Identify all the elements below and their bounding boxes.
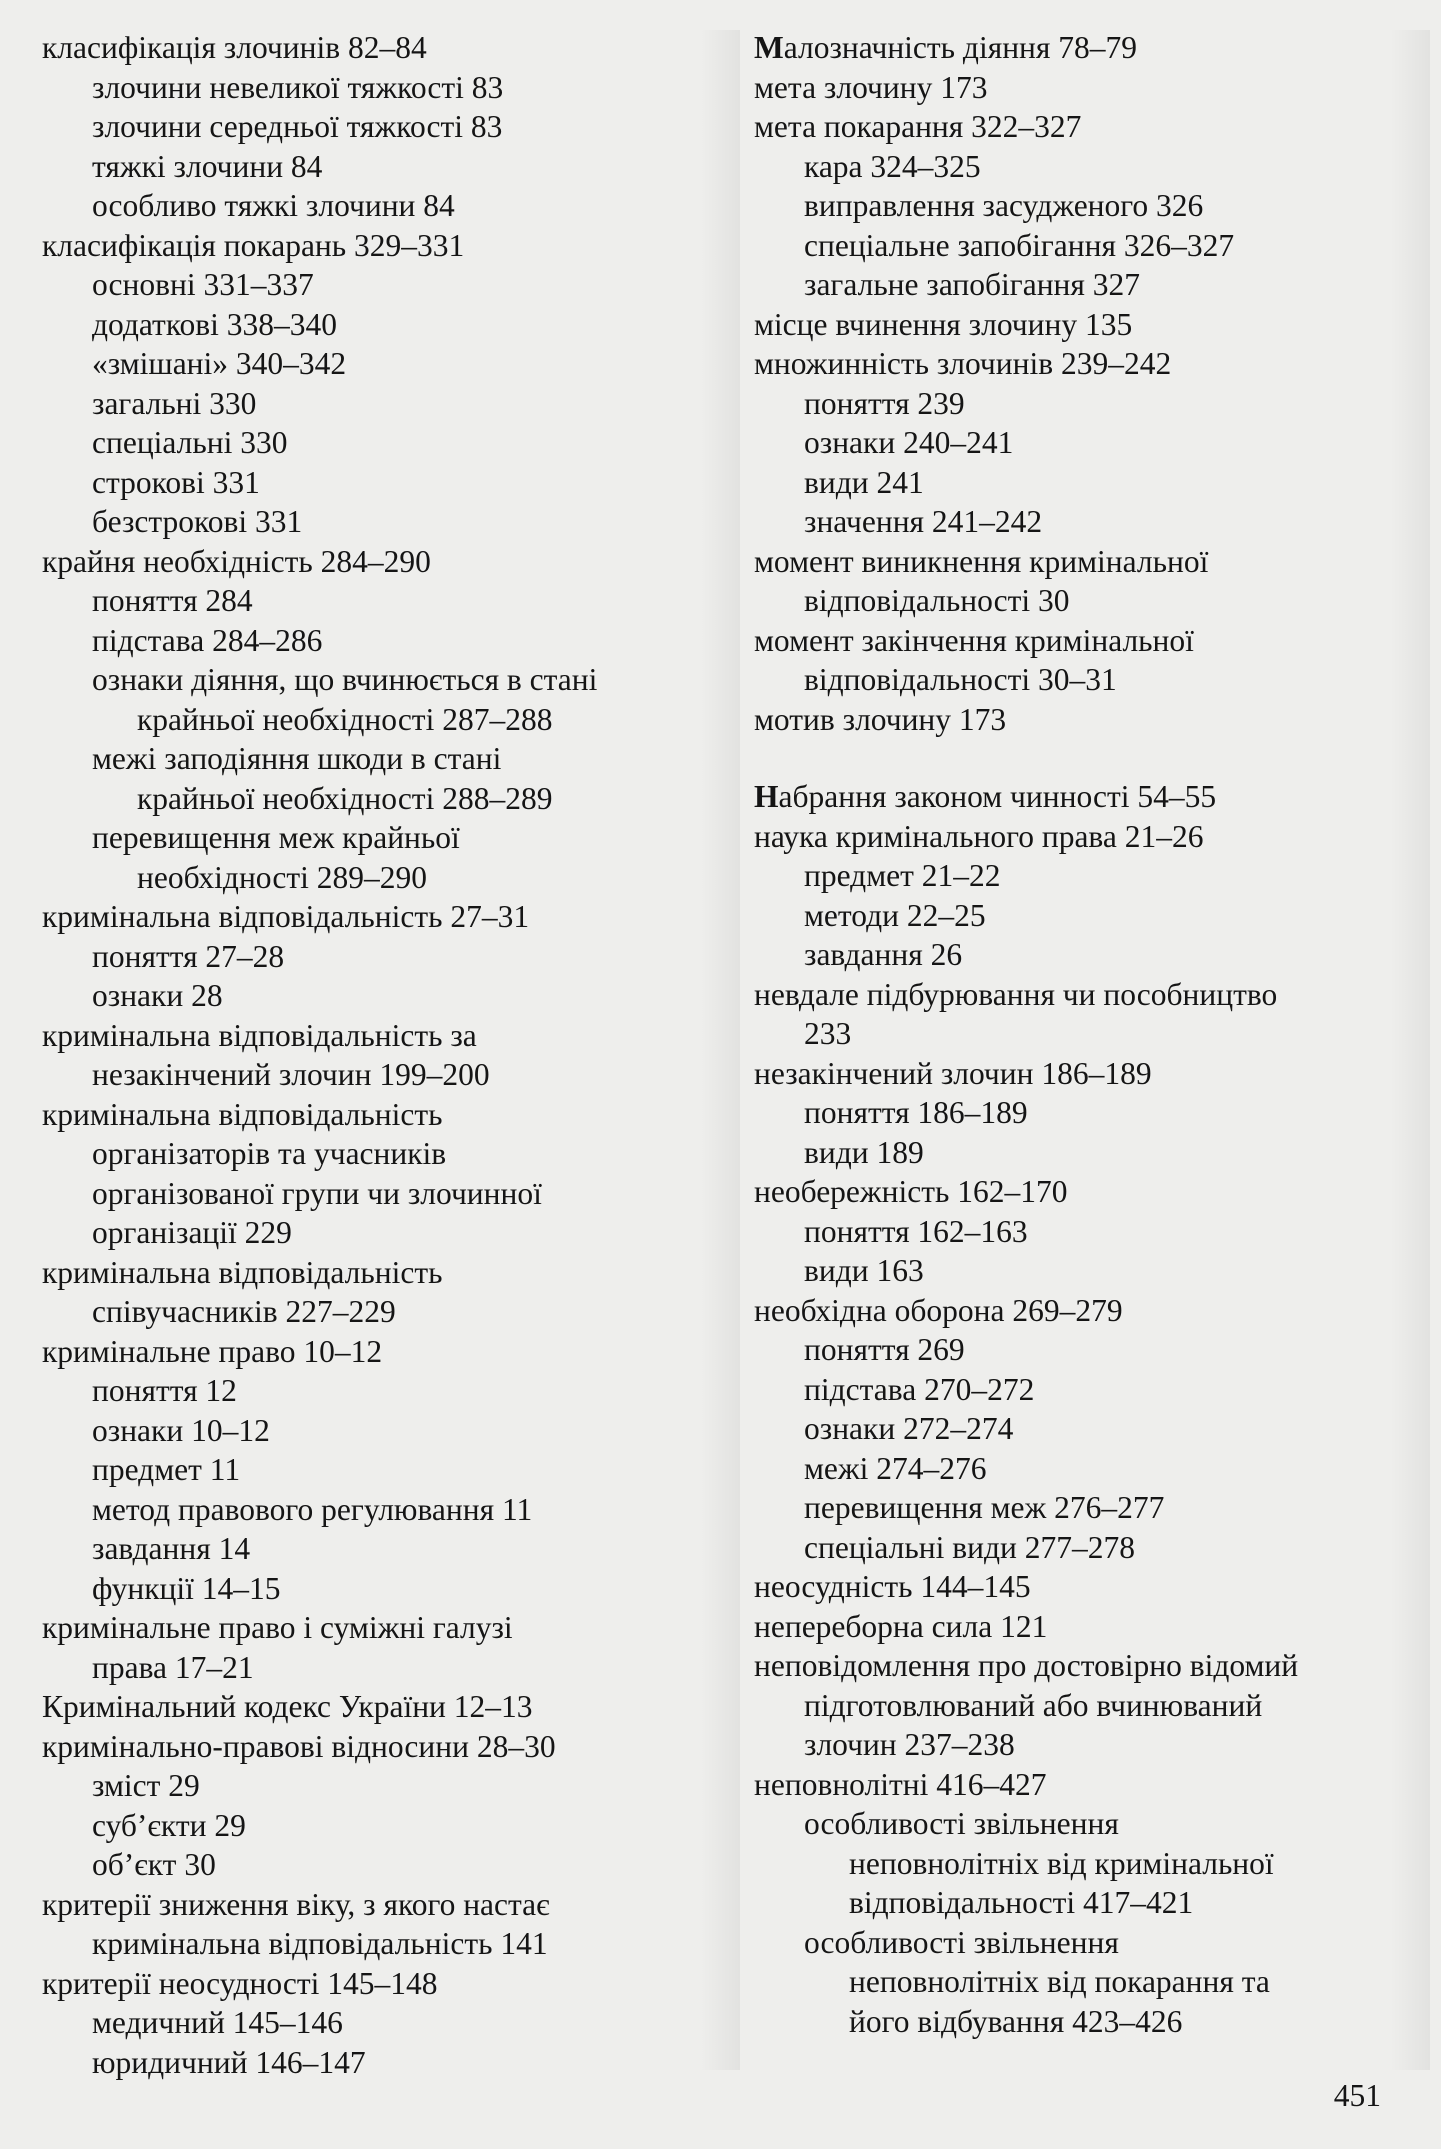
index-entry-line [754, 896, 1422, 936]
index-entry-line [42, 2003, 742, 2043]
index-entry-text: неповнолітніх від покарання та [849, 1964, 1270, 1999]
index-entry-text: предмет 11 [92, 1452, 241, 1487]
index-entry [42, 1885, 742, 1964]
index-entry [754, 1607, 1422, 1647]
index-entry-text: наука кримінального права 21–26 [754, 818, 1204, 854]
index-subentry [42, 1411, 742, 1451]
index-subentry [754, 463, 1422, 503]
section-initial-letter: М [754, 30, 784, 65]
index-entry-text: ознаки 240–241 [804, 425, 1014, 460]
index-entry-line [754, 2002, 1422, 2042]
index-entry-text: методи 22–25 [804, 897, 986, 933]
index-subentry [42, 186, 742, 226]
index-entry-text: межі заподіяння шкоди в стані [92, 741, 502, 776]
index-entry-line [42, 1608, 742, 1648]
index-entry-text: місце вчинення злочину 135 [754, 306, 1133, 342]
index-entry-line [754, 1844, 1422, 1884]
index-entry-text: мета злочину 173 [754, 69, 988, 105]
index-entry-line [42, 1885, 742, 1925]
index-subentry [42, 502, 742, 542]
index-column-right [754, 28, 1422, 2041]
index-entry-line [42, 1529, 742, 1569]
index-entry-text: мотив злочину 173 [754, 701, 1007, 737]
index-entry-text: момент виникнення кримінальної [754, 543, 1209, 579]
index-entry-text: кримінальне право і суміжні галузі [42, 1610, 513, 1645]
index-entry-line [754, 621, 1422, 661]
index-entry-line [42, 463, 742, 503]
index-entry-text: кримінальна відповідальність 27–31 [42, 899, 530, 934]
index-entry-text: перевищення меж крайньої [92, 820, 460, 855]
index-entry-line [42, 976, 742, 1016]
index-entry-text: відповідальності 30 [804, 583, 1070, 618]
index-subentry [42, 1529, 742, 1569]
index-entry-line [754, 700, 1422, 740]
index-entry-line [754, 1528, 1422, 1568]
index-entry-text: Кримінальний кодекс України 12–13 [42, 1689, 533, 1724]
section-initial-letter: Н [754, 779, 779, 814]
index-subentry [42, 305, 742, 345]
index-entry-text: ознаки 28 [92, 978, 223, 1013]
index-entry-line [754, 1370, 1422, 1410]
index-subentry [42, 621, 742, 661]
index-entry-text: основні 331–337 [92, 267, 314, 302]
index-entry-line [42, 937, 742, 977]
index-entry-line [754, 1133, 1422, 1173]
index-entry [754, 621, 1422, 700]
index-entry-line [42, 384, 742, 424]
index-entry-line [42, 1648, 742, 1688]
index-entry-line [754, 1883, 1422, 1923]
index-entry-line [42, 305, 742, 345]
index-entry [754, 107, 1422, 147]
index-entry [42, 542, 742, 582]
index-entry-text: момент закінчення кримінальної [754, 622, 1194, 658]
index-entry-line [754, 935, 1422, 975]
index-entry-text: поняття 284 [92, 583, 253, 618]
index-entry-line [42, 68, 742, 108]
index-entry-line [754, 1093, 1422, 1133]
index-entry-text: «змішані» 340–342 [92, 346, 347, 381]
index-subentry [42, 1450, 742, 1490]
index-entry-line [42, 660, 742, 700]
index-entry-line [754, 660, 1422, 700]
index-entry-line [42, 1174, 742, 1214]
index-entry-text: функції 14–15 [92, 1570, 281, 1606]
index-entry-line [42, 621, 742, 661]
index-entry [754, 777, 1422, 817]
index-subentry [754, 1528, 1422, 1568]
index-entry-text: особливо тяжкі злочини 84 [92, 188, 455, 223]
index-subentry [42, 2003, 742, 2043]
index-entry-line [42, 897, 742, 937]
index-entry-text: злочини середньої тяжкості 83 [92, 109, 503, 144]
index-entry-text: спеціальне запобігання 326–327 [804, 227, 1235, 263]
index-entry [42, 897, 742, 937]
index-entry-line [754, 1291, 1422, 1331]
index-entry-text: метод правового регулювання 11 [92, 1491, 533, 1527]
index-entry-text: загальне запобігання 327 [804, 267, 1141, 302]
index-entry-line [42, 1490, 742, 1530]
index-entry [754, 1765, 1422, 1805]
index-entry-line [42, 502, 742, 542]
index-entry-text: строкові 331 [92, 464, 260, 500]
index-entry-line [754, 463, 1422, 503]
index-entry [754, 817, 1422, 857]
index-entry-text: необхідна оборона 269–279 [754, 1292, 1123, 1328]
index-subentry [42, 1371, 742, 1411]
index-entry-text: кримінальна відповідальність 141 [92, 1926, 548, 1961]
index-subentry [754, 384, 1422, 424]
index-entry-text: крайня необхідність 284–290 [42, 543, 431, 579]
index-entry-line [42, 1332, 742, 1372]
index-entry-line [754, 817, 1422, 857]
index-entry [754, 305, 1422, 345]
index-entry-text: ознаки 10–12 [92, 1412, 270, 1448]
index-entry-text: безстрокові 331 [92, 504, 303, 539]
index-subentry [754, 1409, 1422, 1449]
index-entry-text: кримінальна відповідальність [42, 1096, 443, 1132]
index-entry-text: ознаки 272–274 [804, 1411, 1014, 1446]
index-subentry [42, 2043, 742, 2083]
index-entry-text: види 241 [804, 464, 924, 500]
index-entry-line [42, 186, 742, 226]
index-subentry [42, 660, 742, 739]
page-number: 451 [1333, 2078, 1381, 2113]
index-entry-text: класифікація покарань 329–331 [42, 227, 465, 263]
index-entry [754, 975, 1422, 1054]
index-entry-line [754, 1962, 1422, 2002]
index-entry-text: поняття 27–28 [92, 938, 285, 974]
index-entry-text: організаторів та учасників [92, 1136, 447, 1171]
index-entry-text: неповнолітніх від кримінальної [849, 1845, 1274, 1881]
index-subentry [42, 581, 742, 621]
index-entry-text: мета покарання 322–327 [754, 109, 1082, 144]
index-entry-text: алозначність діяння 78–79 [783, 30, 1138, 65]
index-subentry [754, 1133, 1422, 1173]
index-subentry [42, 1845, 742, 1885]
index-entry-line [754, 581, 1422, 621]
index-entry-text: 233 [804, 1016, 852, 1051]
index-entry-line [42, 858, 742, 898]
index-entry [42, 1095, 742, 1253]
index-entry-text: межі 274–276 [804, 1450, 987, 1486]
index-entry [754, 68, 1422, 108]
index-entry-line [42, 739, 742, 779]
index-entry-text: організованої групи чи злочинної [92, 1175, 542, 1211]
index-entry-text: крайньої необхідності 287–288 [137, 701, 553, 737]
index-entry [754, 344, 1422, 384]
index-entry-text: юридичний 146–147 [92, 2044, 366, 2080]
index-entry-line [42, 423, 742, 463]
index-entry-text: незакінчений злочин 186–189 [754, 1055, 1152, 1091]
index-entry-line [754, 384, 1422, 424]
index-subentry [42, 976, 742, 1016]
index-entry-line [42, 1687, 742, 1727]
index-entry [754, 1567, 1422, 1607]
index-entry-text: суб’єкти 29 [92, 1807, 246, 1843]
index-entry-line [754, 975, 1422, 1015]
index-column-left [42, 28, 742, 2082]
index-subentry [754, 186, 1422, 226]
index-subentry [42, 147, 742, 187]
index-entry-text: підстава 284–286 [92, 622, 323, 658]
index-entry-text: завдання 14 [92, 1531, 251, 1566]
index-entry-text: значення 241–242 [804, 504, 1043, 539]
index-entry-text: організації 229 [92, 1215, 292, 1250]
index-entry-line [42, 1016, 742, 1056]
index-entry-line [42, 1371, 742, 1411]
index-entry-line [754, 1804, 1422, 1844]
index-entry [42, 1964, 742, 2004]
index-entry-line [42, 700, 742, 740]
index-entry-line [42, 1213, 742, 1253]
index-entry-line [42, 2043, 742, 2083]
index-entry-text: ознаки діяння, що вчинюється в стані [92, 662, 598, 697]
index-entry-text: критерії неосудності 145–148 [42, 1965, 438, 2001]
index-subentry [754, 265, 1422, 305]
index-entry-line [754, 305, 1422, 345]
index-entry-line [754, 1409, 1422, 1449]
index-entry-line [754, 1054, 1422, 1094]
index-entry-text: поняття 162–163 [804, 1213, 1028, 1249]
index-subentry [754, 1212, 1422, 1252]
index-entry-text: види 189 [804, 1134, 924, 1170]
index-entry-line [42, 1924, 742, 1964]
index-entry-text: особливості звільнення [804, 1806, 1119, 1841]
index-entry-line [42, 1411, 742, 1451]
index-entry-text: необхідності 289–290 [137, 859, 427, 895]
index-entry [754, 700, 1422, 740]
index-entry-line [42, 1964, 742, 2004]
index-entry-text: злочин 237–238 [804, 1727, 1015, 1762]
index-entry-text: його відбування 423–426 [849, 2003, 1183, 2039]
index-entry-line [754, 1488, 1422, 1528]
index-subentry [42, 1569, 742, 1609]
index-entry-line [42, 107, 742, 147]
index-subentry [42, 818, 742, 897]
index-entry-line [754, 1765, 1422, 1805]
index-subentry [754, 1370, 1422, 1410]
index-subentry [42, 739, 742, 818]
index-subentry [42, 423, 742, 463]
index-entry-text: перевищення меж 276–277 [804, 1490, 1165, 1525]
index-entry-line [754, 542, 1422, 582]
index-subentry [754, 1093, 1422, 1133]
index-entry-text: відповідальності 30–31 [804, 662, 1117, 697]
index-subentry [42, 1490, 742, 1530]
index-entry-line [754, 1212, 1422, 1252]
index-entry [754, 28, 1422, 68]
index-entry [42, 28, 742, 68]
index-entry-text: невдале підбурювання чи пособництво [754, 976, 1278, 1012]
index-entry-line [754, 1725, 1422, 1765]
index-entry [754, 1291, 1422, 1331]
index-subentry [754, 1251, 1422, 1291]
index-entry-text: поняття 12 [92, 1373, 237, 1408]
index-entry-line [42, 344, 742, 384]
index-entry-text: абрання законом чинності 54–55 [778, 779, 1217, 814]
index-entry-line [754, 423, 1422, 463]
index-entry-line [754, 1251, 1422, 1291]
index-entry-text: поняття 269 [804, 1332, 965, 1367]
index-entry-text: поняття 186–189 [804, 1095, 1028, 1130]
index-subentry [42, 265, 742, 305]
index-entry-line [754, 107, 1422, 147]
index-entry-line [754, 1172, 1422, 1212]
index-entry-text: завдання 26 [804, 937, 963, 972]
index-entry-text: підстава 270–272 [804, 1371, 1035, 1407]
index-subentry [42, 937, 742, 977]
index-entry-line [754, 1686, 1422, 1726]
index-entry-line [42, 1450, 742, 1490]
index-entry-line [754, 147, 1422, 187]
index-subentry [42, 1806, 742, 1846]
index-entry-text: види 163 [804, 1253, 924, 1288]
index-entry-line [42, 1253, 742, 1293]
index-entry-text: непереборна сила 121 [754, 1608, 1048, 1644]
index-subentry [754, 147, 1422, 187]
index-entry [754, 1646, 1422, 1765]
index-entry-text: неосудність 144–145 [754, 1569, 1031, 1604]
index-entry-text: множинність злочинів 239–242 [754, 346, 1172, 381]
index-entry-line [42, 542, 742, 582]
index-entry-text: кара 324–325 [804, 148, 981, 184]
index-entry-line [42, 1806, 742, 1846]
index-entry [42, 1727, 742, 1767]
index-entry-line [42, 1569, 742, 1609]
index-entry-line [42, 1766, 742, 1806]
index-entry-text: неповідомлення про достовірно відомий [754, 1648, 1299, 1683]
index-entry-line [42, 1727, 742, 1767]
index-subentry [754, 226, 1422, 266]
index-entry-line [754, 186, 1422, 226]
index-entry-text: особливості звільнення [804, 1924, 1119, 1960]
index-entry-text: критерії зниження віку, з якого настає [42, 1886, 550, 1922]
index-subentry [754, 1923, 1422, 2042]
index-entry-line [754, 1014, 1422, 1054]
index-entry-line [754, 1923, 1422, 1963]
index-entry-line [754, 502, 1422, 542]
index-entry-text: крайньої необхідності 288–289 [137, 780, 553, 816]
index-subentry [754, 896, 1422, 936]
index-entry-text: виправлення засудженого 326 [804, 188, 1204, 223]
index-entry-line [42, 265, 742, 305]
index-entry-text: класифікація злочинів 82–84 [42, 30, 427, 65]
index-entry-line [754, 1607, 1422, 1647]
index-entry-text: незакінчений злочин 199–200 [92, 1057, 490, 1092]
index-entry-text: кримінально-правові відносини 28–30 [42, 1728, 556, 1764]
index-entry [42, 1253, 742, 1332]
index-entry-text: кримінальна відповідальність за [42, 1017, 477, 1053]
index-entry-line [754, 1449, 1422, 1489]
index-entry-line [754, 226, 1422, 266]
index-entry-text: неповнолітні 416–427 [754, 1766, 1047, 1802]
index-entry-line [754, 1567, 1422, 1607]
index-entry-line [754, 777, 1422, 817]
index-entry-line [42, 1095, 742, 1135]
index-entry [754, 1172, 1422, 1212]
index-entry-text: загальні 330 [92, 385, 257, 421]
index-subentry [42, 107, 742, 147]
index-entry-line [754, 344, 1422, 384]
index-subentry [754, 1330, 1422, 1370]
index-entry [42, 1016, 742, 1095]
index-entry-text: об’єкт 30 [92, 1847, 216, 1882]
index-entry-text: предмет 21–22 [804, 858, 1001, 893]
index-entry-text: додаткові 338–340 [92, 306, 338, 342]
index-subentry [42, 384, 742, 424]
section-gap [754, 739, 1422, 777]
index-entry-line [42, 1292, 742, 1332]
index-entry-text: кримінальна відповідальність [42, 1254, 443, 1290]
index-entry-line [754, 1330, 1422, 1370]
index-entry-text: злочини невеликої тяжкості 83 [92, 69, 504, 105]
index-entry-line [42, 581, 742, 621]
index-entry-text: відповідальності 417–421 [849, 1885, 1194, 1920]
index-entry-text: зміст 29 [92, 1768, 200, 1803]
index-entry-line [42, 226, 742, 266]
index-entry [42, 226, 742, 266]
index-subentry [42, 344, 742, 384]
index-entry [754, 542, 1422, 621]
index-entry-text: права 17–21 [92, 1649, 254, 1685]
index-entry [42, 1332, 742, 1372]
index-subentry [42, 68, 742, 108]
index-entry-line [754, 68, 1422, 108]
index-entry-line [42, 1055, 742, 1095]
index-subentry [754, 935, 1422, 975]
index-entry-line [42, 28, 742, 68]
index-entry-text: медичний 145–146 [92, 2005, 343, 2040]
index-entry-text: співучасників 227–229 [92, 1294, 396, 1329]
index-entry-line [754, 265, 1422, 305]
index-entry-line [754, 28, 1422, 68]
index-subentry [42, 463, 742, 503]
index-entry-text: підготовлюваний або вчинюваний [804, 1687, 1263, 1723]
index-entry-line [42, 818, 742, 858]
index-subentry [42, 1766, 742, 1806]
index-entry-text: тяжкі злочини 84 [92, 148, 323, 184]
index-entry [754, 1054, 1422, 1094]
index-entry-text: кримінальне право 10–12 [42, 1333, 383, 1369]
index-entry-line [42, 1845, 742, 1885]
index-entry-text: поняття 239 [804, 385, 965, 421]
index-subentry [754, 1488, 1422, 1528]
index-entry [42, 1687, 742, 1727]
index-entry-line [754, 1646, 1422, 1686]
index-entry-line [42, 1134, 742, 1174]
index-subentry [754, 502, 1422, 542]
index-subentry [754, 1804, 1422, 1923]
index-entry-line [754, 856, 1422, 896]
index-entry-line [42, 147, 742, 187]
index-entry-text: спеціальні види 277–278 [804, 1529, 1135, 1565]
index-subentry [754, 423, 1422, 463]
index-entry-line [42, 779, 742, 819]
index-subentry [754, 856, 1422, 896]
index-entry-text: спеціальні 330 [92, 425, 288, 460]
index-subentry [754, 1449, 1422, 1489]
index-entry-text: необережність 162–170 [754, 1174, 1068, 1209]
index-entry [42, 1608, 742, 1687]
